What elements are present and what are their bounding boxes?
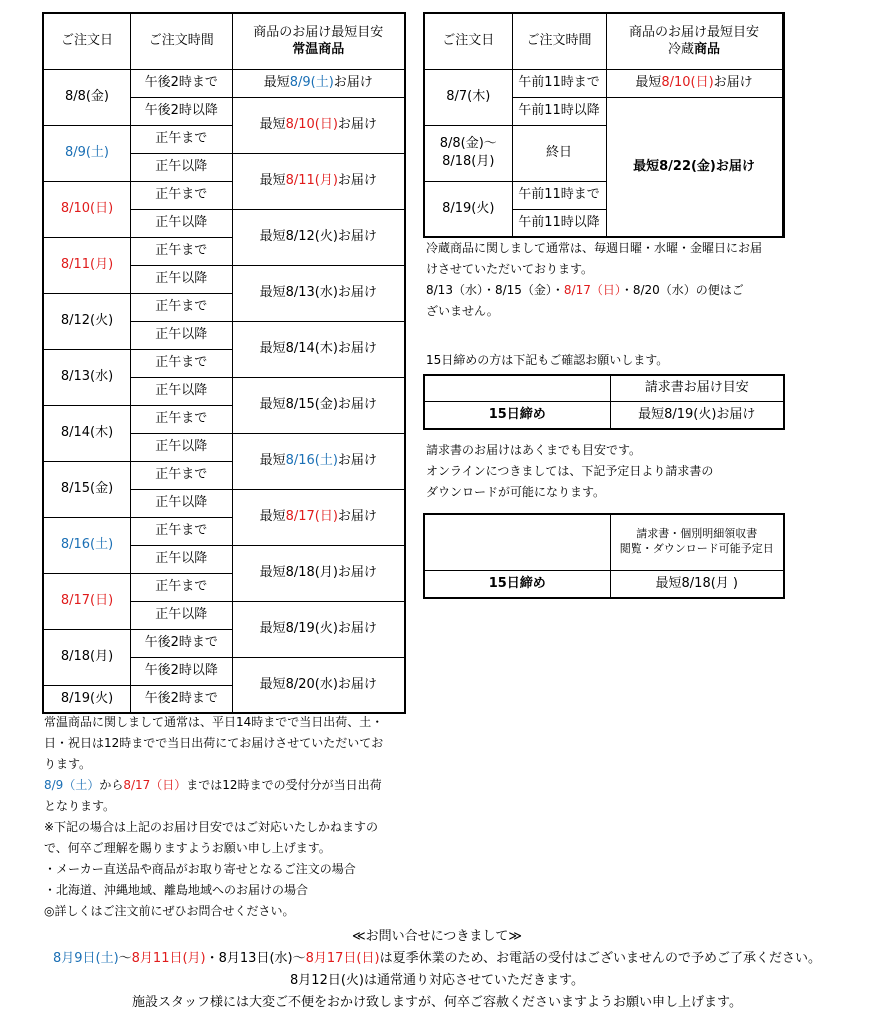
delivery-cell xyxy=(782,209,784,237)
footer-normal-line: 8月12日(火)は通常通り対応させていただきます。 xyxy=(290,973,584,988)
order-time: 午後2時以降 xyxy=(130,97,232,125)
delivery-cell: 最短8/16(土)お届け xyxy=(232,433,405,489)
order-time: 正午まで xyxy=(130,573,232,601)
order-time: 正午まで xyxy=(130,293,232,321)
order-time: 正午まで xyxy=(130,461,232,489)
delivery-cell: 最短8/17(日)お届け xyxy=(232,489,405,545)
order-time: 午後2時まで xyxy=(130,629,232,657)
order-time: 正午まで xyxy=(130,181,232,209)
order-time: 正午以降 xyxy=(130,321,232,349)
delivery-cell: 最短8/13(水)お届け xyxy=(232,265,405,321)
footer-title: ≪お問い合せにつきまして≫ xyxy=(352,929,522,944)
order-date-0807: 8/7(木) xyxy=(424,69,512,125)
order-date-0819: 8/19(火) xyxy=(43,685,130,713)
download-value: 最短8/18(月 ) xyxy=(610,570,784,598)
header-delivery-line2: 冷蔵商品 xyxy=(667,42,721,58)
invoice-header: 請求書お届け目安 xyxy=(610,375,784,401)
order-time: 正午まで xyxy=(130,517,232,545)
delivery-cell: 最短8/19(火)お届け xyxy=(232,601,405,657)
order-date-0819: 8/19(火) xyxy=(424,181,512,237)
order-date-0813: 8/13(水) xyxy=(43,349,130,405)
download-table xyxy=(423,513,785,599)
invoice-row-label: 15日締め xyxy=(424,401,610,429)
cold-delivery-table xyxy=(423,12,785,238)
header-order-time: ご注文時間 xyxy=(512,13,606,69)
invoice-header-blank xyxy=(424,375,610,401)
header-delivery xyxy=(232,13,405,69)
order-time: 午前11時まで xyxy=(512,69,606,97)
inquiry-footer xyxy=(0,926,874,1014)
order-time: 正午以降 xyxy=(130,209,232,237)
order-time: 正午まで xyxy=(130,349,232,377)
delivery-cell: 最短8/12(火)お届け xyxy=(232,209,405,265)
header-order-time: ご注文時間 xyxy=(130,13,232,69)
order-time: 午後2時まで xyxy=(130,685,232,713)
header-delivery-line1: 商品のお届け最短目安 xyxy=(253,24,384,40)
order-time: 正午まで xyxy=(130,405,232,433)
order-time: 午前11時以降 xyxy=(512,209,606,237)
delivery-cell: 最短8/14(木)お届け xyxy=(232,321,405,377)
delivery-cell: 最短8/18(月)お届け xyxy=(232,545,405,601)
ambient-note: 常温商品に関しまして通常は、平日14時までで当日出荷、土・ 日・祝日は12時までで当日出荷にてお届けさせていただいてお ります。 8/9（土）から8/17（日）までは12時までの受付分が当日出荷 となります。 ※下記の場合は上記のお届け目安ではご対応いたしかねますの で、何卒ご理解を賜りますようお願い申し上げます。 ・メーカー直送品や商品がお取り寄せとなるご注文の場合 ・北海道、沖縄地域、離島地域へのお届けの場合 ◎詳しくはご注文前にぜひお問合せください。 xyxy=(44,715,384,918)
order-date-0812: 8/12(火) xyxy=(43,293,130,349)
order-time: 正午以降 xyxy=(130,601,232,629)
order-time: 終日 xyxy=(512,125,606,181)
order-time: 正午以降 xyxy=(130,265,232,293)
order-time: 午前11時以降 xyxy=(512,97,606,125)
order-date-0811: 8/11(月) xyxy=(43,237,130,293)
download-row-label: 15日締め xyxy=(424,570,610,598)
order-time: 午前11時まで xyxy=(512,181,606,209)
header-delivery xyxy=(606,13,782,69)
delivery-cell: 最短8/10(日)お届け xyxy=(232,97,405,153)
footer-holiday-line: 8月9日(土)～8月11日(月)・8月13日(水)～8月17日(日)は夏季休業のため、お電話の受付はございませんので予めご了承ください。 xyxy=(52,951,822,966)
order-date-0815: 8/15(金) xyxy=(43,461,130,517)
delivery-cell: 最短8/15(金)お届け xyxy=(232,377,405,433)
order-date-0814: 8/14(木) xyxy=(43,405,130,461)
order-time: 午後2時以降 xyxy=(130,657,232,685)
order-date-0809: 8/9(土) xyxy=(43,125,130,181)
order-time: 正午以降 xyxy=(130,153,232,181)
order-date-0817: 8/17(日) xyxy=(43,573,130,629)
delivery-cell: 最短8/22(金)お届け xyxy=(606,97,782,237)
order-date-0808: 8/8(金) xyxy=(43,69,130,125)
delivery-cell: 最短8/10(日)お届け xyxy=(606,69,782,97)
order-time: 正午まで xyxy=(130,125,232,153)
order-time: 正午以降 xyxy=(130,433,232,461)
header-delivery-line2: 常温商品 xyxy=(292,42,345,58)
closing15-note: 15日締めの方は下記もご確認お願いします。 xyxy=(426,353,669,367)
order-time: 正午以降 xyxy=(130,377,232,405)
order-date-0818: 8/18(月) xyxy=(43,629,130,685)
download-header-blank xyxy=(424,514,610,570)
invoice-note: 請求書のお届けはあくまでも目安です。 オンラインにつきましては、下記予定日より請求書の ダウンロードが可能になります。 xyxy=(426,443,714,499)
download-header: 請求書・個別明細領収書 閲覧・ダウンロード可能予定日 xyxy=(610,514,784,570)
footer-apology-line: 施設スタッフ様には大変ご不便をおかけ致しますが、何卒ご容赦くださいますようお願い申し上げます。 xyxy=(132,995,742,1010)
order-date-0816: 8/16(土) xyxy=(43,517,130,573)
order-date-0810: 8/10(日) xyxy=(43,181,130,237)
header-delivery-line1: 商品のお届け最短目安 xyxy=(628,24,759,40)
cold-note: 冷蔵商品に関しまして通常は、毎週日曜・水曜・金曜日にお届 けさせていただいております。 8/13（水）・8/15（金）・8/17（日）・8/20（水）の便はご ざいません。 xyxy=(426,241,763,318)
delivery-cell: 最短8/20(水)お届け xyxy=(232,657,405,713)
order-time: 午後2時まで xyxy=(130,69,232,97)
invoice-value: 最短8/19(火)お届け xyxy=(610,401,784,429)
delivery-cell: 最短8/9(土)お届け xyxy=(232,69,405,97)
delivery-cell: 最短8/11(月)お届け xyxy=(232,153,405,209)
order-time: 正午以降 xyxy=(130,545,232,573)
header-order-date: ご注文日 xyxy=(43,13,130,69)
invoice-table xyxy=(423,374,785,430)
order-date-0808-0818: 8/8(金)～ 8/18(月) xyxy=(424,125,512,181)
header-order-date: ご注文日 xyxy=(424,13,512,69)
ambient-delivery-table xyxy=(42,12,406,714)
order-time: 正午まで xyxy=(130,237,232,265)
order-time: 正午以降 xyxy=(130,489,232,517)
